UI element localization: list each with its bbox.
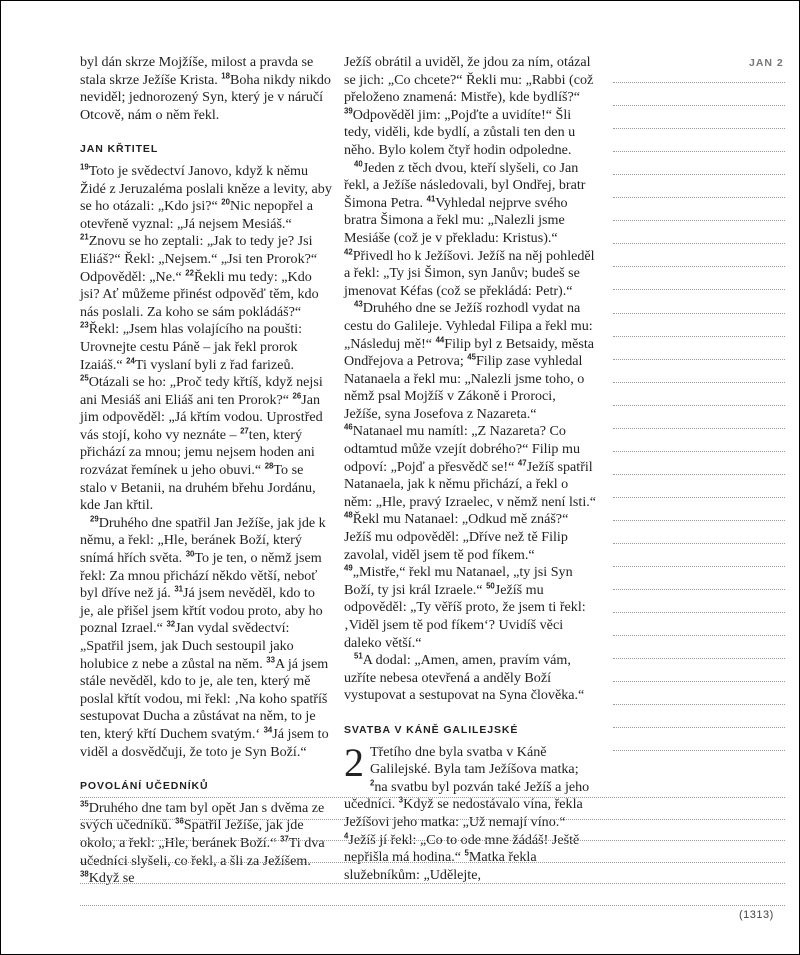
note-line: [613, 313, 785, 314]
note-line: [613, 151, 785, 152]
note-line: [613, 635, 785, 636]
note-line: [613, 612, 785, 613]
note-line: [613, 428, 785, 429]
verse-number: 40: [354, 158, 363, 168]
note-line: [80, 883, 785, 884]
verse-number: 36: [175, 816, 184, 826]
verse-text: Znovu se ho zeptali: „Jak to tedy je? Jsi Eliáš?“ Řekl: „Nejsem.“ „Jsi ten Prorok?“ Odpověděl: „Ne.“: [80, 233, 318, 285]
verse-number: 39: [344, 106, 353, 116]
verse-text: Jan jim odpověděl: „Já křtím vodou. Uprostřed vás stojí, koho vy neznáte –: [80, 391, 323, 443]
note-line: [80, 840, 785, 841]
note-line: [80, 905, 785, 906]
verse-text: Ježíš jí řekl: „Co to ode mne žádáš! Ještě nepřišla má hodina.“: [344, 831, 580, 866]
verse-number: 19: [80, 162, 89, 172]
verse-text: Řekl: „Jsem hlas volajícího na poušti: Urovnejte cestu Páně – jak řekl prorok Izaiáš.“: [80, 321, 303, 373]
paragraph: [80, 163, 332, 515]
note-line: [613, 359, 785, 360]
verse-number: 42: [344, 246, 353, 256]
verse-text: Řekl mu Natanael: „Odkud mě znáš?“ Ježíš mu odpověděl: „Dříve než tě Filip zavolal, viděl jsem tě pod fíkem.“: [344, 511, 569, 563]
page-number: (1313): [739, 909, 774, 921]
verse-number: 20: [221, 197, 230, 207]
verse-text: na svatbu byl pozván také Ježíš a jeho učedníci.: [344, 778, 590, 813]
verse-number: 4: [344, 830, 349, 840]
verse-text: Ježíš obrátil a uviděl, že jdou za ním, otázal se jich: „Co chcete?“ Řekli mu: „Rabbi (což přeloženo znamená: Mistře), kde bydlíš?“: [344, 54, 594, 106]
paragraph: [344, 652, 596, 705]
verse-text: Filip byl z Betsaidy, města Ondřejova a Petrova;: [344, 335, 595, 370]
note-line: [613, 727, 785, 728]
verse-text: Druhého dne se Ježíš rozhodl vydat na cestu do Galileje. Vyhledal Filipa a řekl mu: „Následuj mě!“: [344, 300, 593, 352]
verse-text: byl dán skrze Mojžíše, milost a pravda se stala skrze Ježíše Krista.: [80, 54, 314, 88]
verse-text: Přivedl ho k Ježíšovi. Ježíš na něj pohleděl a řekl: „Ty jsi Šimon, syn Janův; budeš se jmenovat Kéfas (což se překládá: Petr).“: [344, 247, 595, 299]
verse-number: 33: [266, 654, 275, 664]
verse-number: 49: [344, 563, 353, 573]
verse-text: Spatřil Ježíše, jak jde okolo, a řekl: „Hle, beránek Boží.“: [80, 817, 304, 851]
verse-number: 38: [80, 869, 89, 879]
verse-text: Když se: [88, 870, 135, 887]
note-line: [613, 382, 785, 383]
note-line: [80, 797, 785, 798]
verse-text: Filip zase vyhledal Natanaela a řekl mu: „Nalezli jsme toho, o němž psal Mojžíš v Zákoně i Proroci, Ježíše, syna Josefova z Nazareta.“: [344, 353, 585, 422]
note-line: [613, 750, 785, 751]
note-line: [613, 266, 785, 267]
verse-number: 47: [517, 457, 527, 467]
text-column-left: [80, 54, 332, 888]
chapter-number: 2: [344, 739, 364, 785]
verse-text: To se stalo v Betanii, na druhém břehu Jordánu, kde Jan křtil.: [80, 462, 316, 514]
verse-text: Ti vyslaní byli z řad farizeů.: [134, 356, 295, 373]
note-line: [613, 520, 785, 521]
verse-number: 23: [80, 320, 89, 330]
verse-number: 45: [467, 352, 476, 362]
verse-number: 46: [344, 422, 353, 432]
verse-text: Matka řekla služebníkům: „Udělejte,: [344, 849, 537, 883]
verse-text: Odpověděl jim: „Pojďte a uvidíte!“ Šli tedy, viděli, kde bydlí, a zůstali ten den u něho. Bylo kolem čtyř hodin odpoledne.: [344, 106, 576, 158]
verse-text: ten, který přichází za mnou; jemu nejsem hoden ani rozvázat řemínek u jeho obuvi.“: [80, 426, 315, 479]
verse-number: 44: [435, 334, 445, 344]
verse-text: Ježíš mu odpověděl: „Ty věříš proto, že jsem ti řekl: ‚Viděl jsem tě pod fíkem‘? Uvidíš věci daleko větší.“: [344, 581, 586, 651]
note-line: [613, 220, 785, 221]
note-line: [613, 704, 785, 705]
note-line: [80, 819, 785, 820]
verse-number: 43: [354, 299, 363, 309]
verse-number: 18: [221, 70, 230, 80]
verse-number: 41: [426, 194, 436, 204]
note-line: [613, 336, 785, 337]
verse-text: Ježíš spatřil Natanaela, jak k němu přichází, a řekl o něm: „Hle, pravý Izraelec, v němž není lsti.“: [344, 458, 597, 510]
paragraph: [80, 800, 332, 888]
note-line: [613, 497, 785, 498]
note-line: [613, 681, 785, 682]
verse-number: 21: [80, 232, 89, 242]
verse-number: 27: [240, 426, 249, 436]
paragraph: [344, 300, 596, 652]
section-heading: JAN KŘTITEL: [80, 143, 159, 156]
note-line: [613, 405, 785, 406]
note-line: [613, 174, 785, 175]
note-line: [613, 105, 785, 106]
verse-number: 31: [174, 584, 184, 594]
verse-number: 34: [263, 725, 273, 735]
verse-text: Toto je svědectví Janovo, když k němu Židé z Jeruzaléma poslali kněze a levity, aby se ho otázali: „Kdo jsi?“: [80, 162, 332, 215]
paragraph: [80, 515, 332, 761]
verse-text: Natanael mu namítl: „Z Nazareta? Co odtamtud může vzejít dobrého?“ Filip mu odpoví: „Pojď a přesvědč se!“: [344, 423, 581, 475]
verse-number: 26: [292, 391, 302, 400]
verse-text: Já jsem to viděl a dosvědčuji, že toto je Syn Boží.“: [80, 725, 329, 760]
note-line: [613, 82, 785, 83]
section-heading: POVOLÁNÍ UČEDNÍKŮ: [80, 780, 209, 793]
verse-number: 50: [486, 581, 495, 591]
verse-text: Ti dva učedníci slyšeli, co řekl, a šli za Ježíšem.: [80, 834, 325, 869]
verse-text: A já jsem stále nevěděl, kdo to je, ale ten, který mě poslal křtít vodou, mi řekl: ‚Na koho spatříš sestupovat Ducha a zůstávat na něm, to je ten, který křtí Duchem svatým.‘: [80, 655, 329, 742]
running-head: JAN 2: [749, 57, 784, 69]
paragraph: [344, 739, 596, 885]
section-heading: SVATBA V KÁNĚ GALILEJSKÉ: [344, 723, 519, 736]
note-line: [613, 451, 785, 452]
note-line: [80, 862, 785, 863]
paragraph: [344, 54, 596, 160]
note-line: [613, 474, 785, 475]
verse-text: Otázali se ho: „Proč tedy křtíš, když nejsi ani Mesiáš ani Eliáš ani ten Prorok?“: [80, 374, 323, 408]
verse-number: 24: [126, 355, 135, 365]
paragraph: [80, 54, 332, 124]
verse-text: Třetího dne byla svatba v Káně Galilejské. Byla tam Ježíšova matka;: [370, 743, 579, 778]
verse-text: „Mistře,“ řekl mu Natanael, „ty jsi Syn Boží, ty jsi král Izraele.“: [344, 564, 573, 598]
verse-number: 25: [80, 373, 89, 383]
verse-number: 2: [370, 778, 375, 788]
verse-number: 32: [166, 619, 176, 629]
verse-text: Když se nedostávalo vína, řekla Ježíšovi jeho matka: „Už nemají víno.“: [344, 796, 583, 830]
verse-number: 22: [185, 267, 194, 277]
verse-text: To je ten, o němž jsem řekl: Za mnou přichází někdo větší, neboť byl dříve než já.: [80, 550, 322, 602]
note-line: [613, 289, 785, 290]
verse-text: Vyhledal nejprve svého bratra Šimona a řekl mu: „Nalezli jsme Mesiáše (což je v překladu: Kristus).“: [344, 194, 568, 246]
note-line: [613, 243, 785, 244]
verse-text: Řekli mu tedy: „Kdo jsi? Ať můžeme přinést odpověď těm, kdo nás poslali. Za koho se sám pokládáš?“: [80, 268, 319, 320]
note-line: [613, 658, 785, 659]
verse-number: 5: [464, 848, 469, 858]
verse-text: Jeden z těch dvou, kteří slyšeli, co Jan řekl, a Ježíše následovali, byl Ondřej, bratr Šimona Petra.: [344, 159, 586, 211]
verse-text: Jan vydal svědectví: „Spatřil jsem, jak Duch sestoupil jako holubice z nebe a zůstal na něm.: [80, 620, 294, 672]
verse-text: Nic nepopřel a otevřeně vyznal: „Já nejsem Mesiáš.“: [80, 198, 313, 232]
verse-text: A dodal: „Amen, amen, pravím vám, uzříte nebesa otevřená a anděly Boží vystupovat a sestupovat na Syna člověka.“: [344, 652, 585, 704]
verse-number: 51: [354, 651, 363, 661]
verse-number: 28: [264, 461, 274, 471]
note-line: [613, 589, 785, 590]
note-line: [613, 197, 785, 198]
note-line: [613, 543, 785, 544]
verse-number: 35: [80, 799, 89, 809]
paragraph: [344, 160, 596, 301]
verse-text: Já jsem nevěděl, kdo to je, ale přišel jsem křtít vodou proto, aby ho poznal Izrael.“: [80, 585, 323, 637]
verse-text: Druhého dne tam byl opět Jan s dvěma ze svých učedníků.: [80, 799, 325, 834]
verse-text: Druhého dne spatřil Jan Ježíše, jak jde k němu, a řekl: „Hle, beránek Boží, který snímá hřích světa.: [80, 514, 326, 567]
verse-number: 48: [344, 510, 353, 520]
verse-number: 29: [90, 514, 99, 524]
text-column-middle: [344, 54, 596, 884]
verse-text: Boha nikdy nikdo neviděl; jednorozený Syn, který je v náručí Otcově, nám o něm řekl.: [80, 71, 331, 123]
verse-number: 3: [398, 795, 404, 805]
verse-number: 37: [279, 834, 289, 844]
note-line: [613, 566, 785, 567]
verse-number: 30: [185, 549, 195, 559]
note-line: [613, 128, 785, 129]
